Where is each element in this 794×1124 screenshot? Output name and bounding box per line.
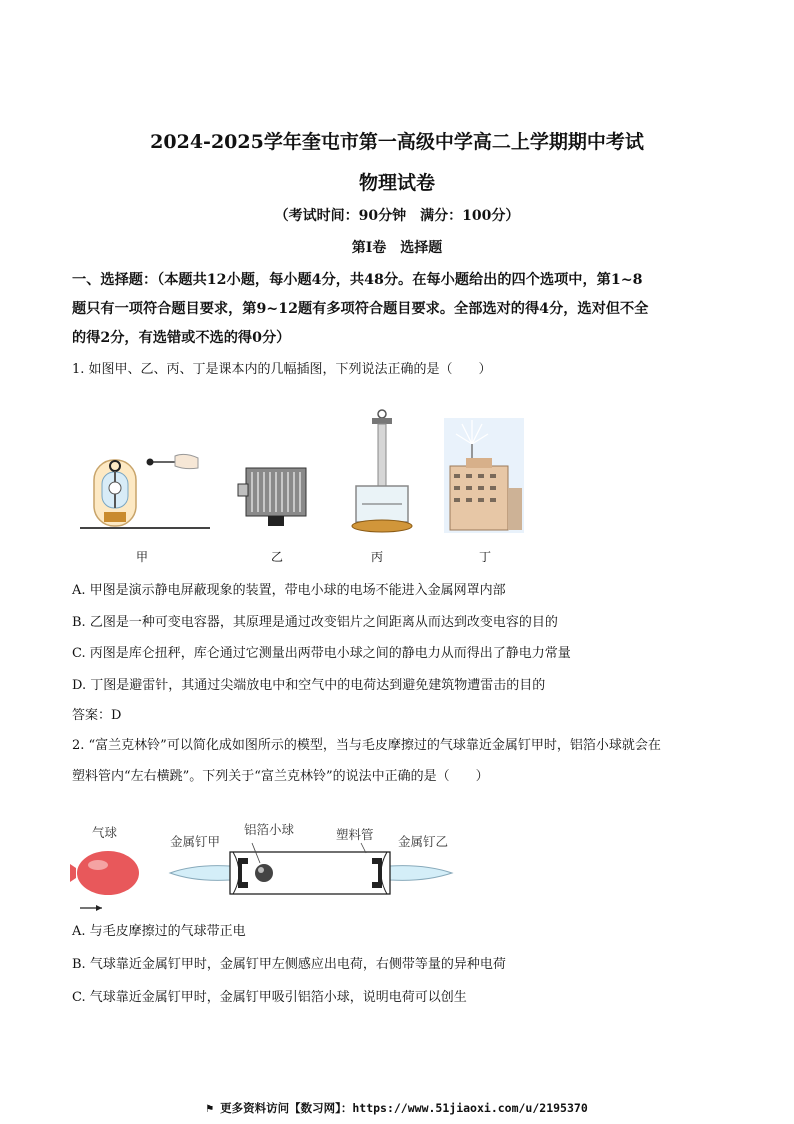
label-nail-a: 金属钉甲 [170,834,221,849]
option-c: C. 气球靠近金属钉甲时，金属钉甲吸引铝箔小球，说明电荷可以创生 [72,990,467,1005]
question-1-stem: 1. 如图甲、乙、丙、丁是课本内的几幅插图，下列说法正确的是（ ） [72,362,492,377]
option-a: A. 与毛皮摩擦过的气球带正电 [72,924,246,939]
instruction-line: 题只有一项符合题目要求，第9~12题有多项符合题目要求。全部选对的得4分，选对但不全 [72,301,649,317]
stem-line: 2. “富兰克林铃”可以简化成如图所示的模型，当与毛皮摩擦过的气球靠近金属钉甲时，铝箔小球就会在 [72,738,661,753]
caption-jia: 甲 [135,550,148,564]
label-nail-b: 金属钉乙 [398,834,449,849]
label-balloon: 气球 [92,825,118,840]
question-2-stem [72,732,732,791]
caption-ding: 丁 [478,550,491,564]
question-1-answer: 答案：D [72,708,122,723]
exam-info: （考试时间：90分钟 满分：100分） [274,208,520,224]
figure-electrostatic-shield [80,448,215,533]
stem-line: 塑料管内“左右横跳”。下列关于“富兰克林铃”的说法中正确的是（ ） [72,769,489,784]
caption-bing: 丙 [370,550,383,564]
section-instructions [72,266,732,353]
option-c: C. 丙图是库仑扭秤，库仑通过它测量出两带电小球之间的静电力从而得出了静电力常量 [72,646,571,661]
figure-torsion-balance [350,408,415,533]
label-foil-ball: 铝箔小球 [244,822,295,837]
question-2-options [72,918,732,1012]
figure-lightning-rod [444,418,524,533]
option-d: D. 丁图是避雷针，其通过尖端放电中和空气中的电荷达到避免建筑物遭雷击的目的 [72,677,546,693]
figure-franklin-bell [70,838,470,918]
instruction-line: 的得2分，有选错或不选的得0分） [72,330,291,346]
exam-title: 2024-2025学年奎屯市第一高级中学高二上学期期中考试 [150,131,644,153]
caption-yi: 乙 [270,550,283,564]
question-1-options [72,577,732,700]
instruction-line: 一、选择题：（本题共12小题，每小题4分，共48分。在每小题给出的四个选项中，第1~8 [72,272,643,288]
footer-link[interactable]: 更多资料访问【数习网】：https://www.51jiaoxi.com/u/2195370 [220,1101,588,1115]
option-b: B. 乙图是一种可变电容器，其原理是通过改变铝片之间距离从而达到改变电容的目的 [72,614,558,630]
flag-icon: ⚑ [206,1101,221,1115]
option-a: A. 甲图是演示静电屏蔽现象的装置，带电小球的电场不能进入金属网罩内部 [72,583,506,598]
option-b: B. 气球靠近金属钉甲时，金属钉甲左侧感应出电荷，右侧带等量的异种电荷 [72,957,506,972]
label-plastic-tube: 塑料管 [336,827,374,842]
volume-title: 第Ⅰ卷 选择题 [351,240,443,256]
exam-subtitle: 物理试卷 [358,172,435,194]
footer [0,1100,794,1116]
figure-variable-capacitor [238,458,313,528]
